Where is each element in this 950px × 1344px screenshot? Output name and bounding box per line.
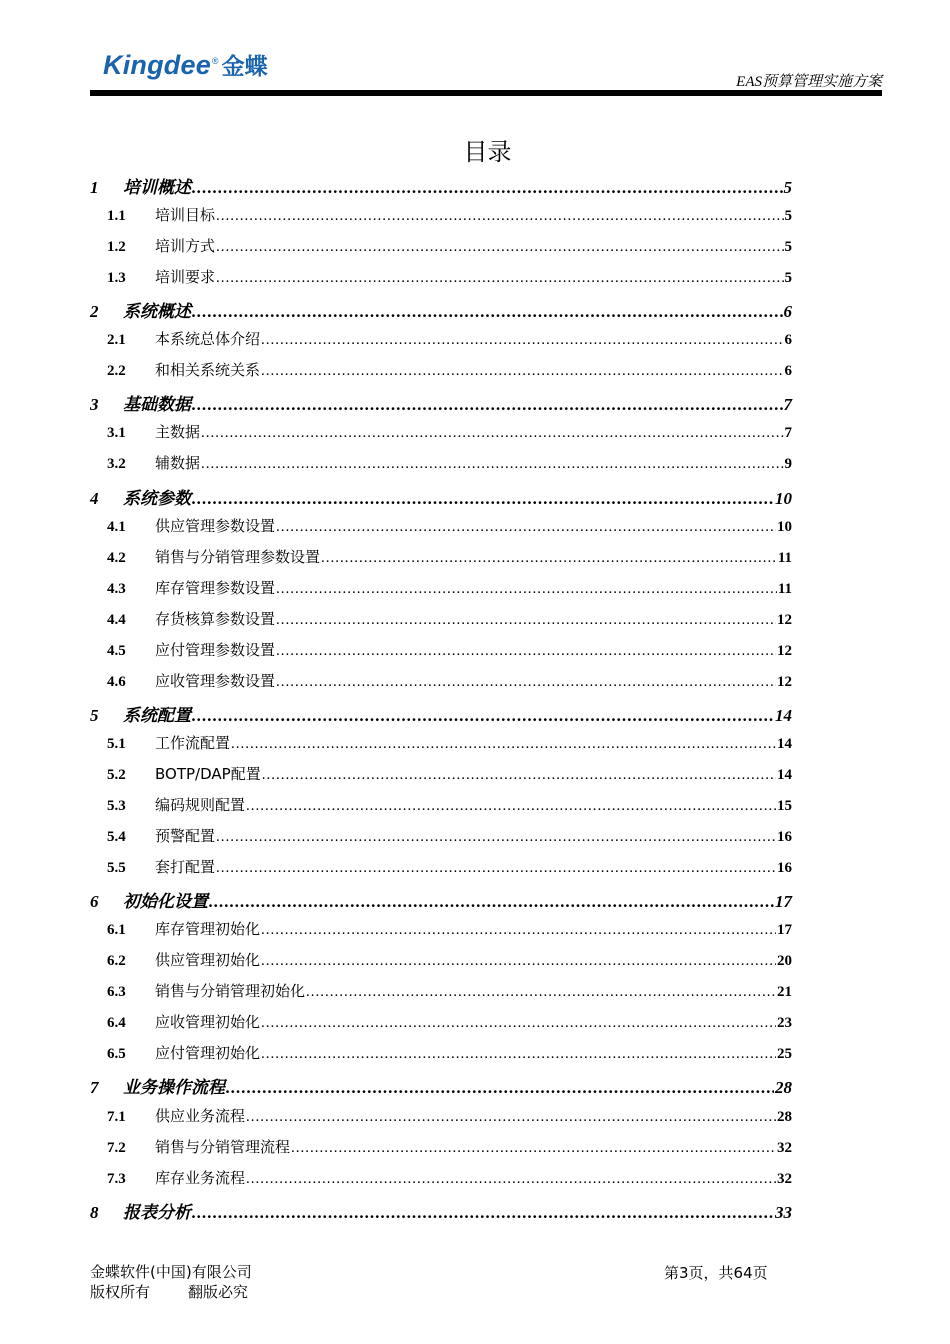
toc-entry-number: 1 (90, 178, 99, 197)
toc-entry-page: 6 (784, 363, 792, 380)
toc-entry-section[interactable] (90, 235, 792, 256)
toc-entry-page: 16 (777, 829, 792, 846)
toc-entry-number: 5.3 (107, 798, 126, 814)
toc-entry-title: 主数据 (155, 423, 201, 442)
toc-entry-title: 报表分析 (123, 1202, 191, 1223)
toc-entry-number: 8 (90, 1202, 99, 1222)
toc-entry-section[interactable] (90, 670, 792, 691)
toc-entry-chapter[interactable] (90, 701, 792, 726)
document-header-title: EAS预算管理实施方案 (736, 74, 882, 90)
toc-entry-page: 23 (777, 1015, 792, 1032)
toc-entry-title: 系统参数 (123, 488, 191, 509)
toc-entry-page: 12 (777, 611, 792, 628)
toc-entry-title: 套打配置 (155, 858, 216, 877)
footer-rights-1: 版权所有 (90, 1283, 151, 1301)
toc-entry-number: 1.1 (107, 208, 126, 225)
toc-entry-section[interactable] (90, 794, 792, 815)
toc-entry-chapter[interactable] (90, 1073, 792, 1098)
toc-entry-number: 7 (90, 1078, 99, 1098)
toc-leader-dots (306, 984, 776, 1001)
toc-entry-title: 培训概述 (123, 178, 191, 198)
toc-entry-title: 业务操作流程 (123, 1078, 225, 1099)
toc-entry-section[interactable] (90, 856, 792, 877)
footer-company-block (90, 1262, 252, 1302)
toc-leader-dots (216, 239, 783, 256)
toc-entry-section[interactable] (90, 1011, 792, 1032)
toc-entry-number: 1.2 (107, 239, 126, 256)
toc-entry-title: 本系统总体介绍 (155, 330, 261, 349)
toc-entry-section[interactable] (90, 918, 792, 939)
toc-entry-title: 应付管理初始化 (155, 1044, 261, 1063)
toc-entry-section[interactable] (90, 949, 792, 970)
toc-entry-title: 存货核算参数设置 (155, 609, 276, 628)
toc-entry-section[interactable] (90, 546, 792, 567)
toc-entry-title: BOTP/DAP配置 (155, 764, 261, 783)
toc-entry-chapter[interactable] (90, 887, 792, 912)
toc-entry-title: 库存管理参数设置 (155, 578, 276, 597)
toc-heading: 目录 (463, 138, 512, 166)
toc-entry-page: 28 (775, 1078, 792, 1098)
toc-leader-dots (276, 674, 776, 691)
toc-leader-dots (291, 1140, 776, 1157)
toc-entry-page: 12 (777, 642, 792, 659)
toc-entry-title: 供应管理参数设置 (155, 516, 276, 535)
toc-leader-dots (261, 1046, 776, 1063)
toc-entry-page: 10 (777, 518, 792, 535)
toc-leader-dots (209, 892, 774, 912)
toc-entry-section[interactable] (90, 825, 792, 846)
toc-entry-chapter[interactable] (90, 173, 792, 198)
toc-entry-number: 6.5 (107, 1046, 126, 1063)
toc-entry-page: 32 (777, 1170, 792, 1187)
toc-entry-page: 6 (784, 332, 792, 349)
toc-entry-title: 应付管理参数设置 (155, 640, 276, 659)
toc-entry-number: 3.2 (107, 456, 126, 473)
toc-leader-dots (216, 829, 776, 846)
toc-entry-page: 11 (777, 549, 792, 566)
toc-entry-title: 系统概述 (123, 302, 191, 323)
toc-entry-page: 5 (784, 208, 792, 225)
toc-entry-number: 6.4 (107, 1015, 126, 1032)
toc-entry-page: 11 (777, 580, 792, 597)
toc-entry-section[interactable] (90, 639, 792, 660)
toc-entry-title: 初始化设置 (123, 892, 208, 913)
toc-entry-section[interactable] (90, 421, 792, 442)
toc-entry-title: 基础数据 (123, 395, 191, 416)
toc-leader-dots (261, 1015, 776, 1032)
toc-leader-dots (276, 643, 776, 660)
toc-entry-page: 20 (777, 953, 792, 970)
toc-entry-page: 17 (775, 892, 792, 912)
footer-rights-2: 翻版必究 (188, 1283, 249, 1301)
logo-registered-mark: ® (211, 56, 219, 66)
toc-leader-dots (321, 550, 777, 567)
toc-leader-dots (226, 1078, 774, 1098)
toc-entry-title: 预警配置 (155, 827, 216, 846)
toc-leader-dots (261, 922, 776, 939)
toc-entry-section[interactable] (90, 763, 792, 784)
toc-entry-page: 15 (777, 798, 792, 814)
toc-entry-title: 应收管理参数设置 (155, 671, 276, 690)
toc-entry-title: 辅数据 (155, 454, 201, 473)
toc-entry-number: 5.2 (107, 766, 126, 783)
toc-leader-dots (246, 798, 776, 815)
toc-entry-page: 33 (775, 1202, 792, 1222)
toc-entry-number: 2.1 (107, 332, 126, 349)
toc-leader-dots (261, 332, 783, 349)
toc-entry-title: 和相关系统关系 (155, 361, 261, 380)
toc-entry-title: 供应管理初始化 (155, 951, 261, 970)
toc-entry-title: 库存业务流程 (155, 1168, 246, 1187)
toc-leader-dots (231, 736, 776, 753)
toc-entry-section[interactable] (90, 1167, 792, 1188)
toc-entry-page: 32 (777, 1139, 792, 1156)
toc-entry-number: 2 (90, 302, 99, 322)
toc-entry-section[interactable] (90, 1042, 792, 1063)
toc-entry-page: 14 (777, 735, 792, 752)
toc-leader-dots (192, 395, 783, 415)
toc-entry-page: 5 (783, 178, 792, 197)
toc-entry-title: 培训要求 (155, 268, 216, 287)
toc-entry-page: 10 (775, 488, 792, 508)
toc-entry-section[interactable] (90, 980, 792, 1001)
toc-leader-dots (216, 208, 783, 225)
toc-leader-dots (201, 456, 783, 473)
toc-entry-number: 2.2 (107, 363, 126, 380)
toc-entry-number: 4.6 (107, 673, 126, 690)
toc-entry-number: 7.1 (107, 1108, 126, 1125)
toc-entry-chapter[interactable] (90, 297, 792, 322)
toc-entry-page: 12 (777, 673, 792, 690)
toc-entry-number: 4 (90, 488, 99, 508)
toc-entry-section[interactable] (90, 515, 792, 536)
toc-leader-dots (192, 1203, 774, 1223)
toc-entry-section[interactable] (90, 1105, 792, 1126)
toc-entry-title: 培训目标 (155, 206, 216, 225)
toc-entry-number: 5.4 (107, 829, 126, 846)
toc-entry-section[interactable] (90, 608, 792, 629)
toc-leader-dots (201, 425, 783, 442)
toc-entry-number: 4.5 (107, 642, 126, 659)
toc-entry-title: 销售与分销管理参数设置 (155, 547, 321, 566)
toc-entry-number: 4.2 (107, 549, 126, 566)
toc-entry-chapter[interactable] (90, 484, 792, 509)
toc-entry-number: 6.1 (107, 922, 126, 939)
toc-leader-dots (192, 178, 783, 198)
toc-leader-dots (261, 953, 776, 970)
toc-leader-dots (192, 706, 774, 726)
toc-entry-title: 工作流配置 (155, 733, 231, 752)
toc-entry-page: 9 (784, 456, 792, 473)
toc-entry-section[interactable] (90, 204, 792, 225)
toc-entry-section[interactable] (90, 266, 792, 287)
toc-leader-dots (246, 1109, 776, 1126)
toc-entry-title: 供应业务流程 (155, 1106, 246, 1125)
toc-leader-dots (276, 612, 776, 629)
toc-entry-number: 4.4 (107, 611, 126, 628)
toc-leader-dots (216, 270, 783, 287)
toc-entry-page: 14 (777, 766, 792, 783)
toc-entry-page: 7 (784, 425, 792, 442)
toc-entry-page: 16 (777, 860, 792, 877)
footer-rights (90, 1282, 252, 1302)
toc-entry-chapter[interactable] (90, 390, 792, 415)
toc-leader-dots (261, 363, 783, 380)
toc-entry-number: 7.3 (107, 1170, 126, 1187)
toc-leader-dots (276, 581, 777, 598)
toc-entry-number: 3 (90, 395, 99, 415)
toc-entry-page: 17 (777, 922, 792, 939)
toc-entry-section[interactable] (90, 577, 792, 598)
toc-entry-number: 6.3 (107, 984, 126, 1001)
toc-entry-number: 5 (90, 705, 99, 725)
toc-entry-number: 1.3 (107, 270, 126, 287)
toc-leader-dots (262, 767, 776, 784)
header-divider (90, 90, 882, 96)
kingdee-logo (103, 48, 268, 81)
toc-entry-number: 3.1 (107, 425, 126, 442)
toc-entry-page: 7 (783, 395, 792, 415)
toc-entry-page: 21 (777, 984, 792, 1001)
toc-entry-number: 5.1 (107, 735, 126, 752)
logo-text-en: Kingdee (103, 50, 211, 80)
toc-entry-section[interactable] (90, 359, 792, 380)
toc-entry-page: 25 (777, 1046, 792, 1063)
toc-entry-title: 库存管理初始化 (155, 920, 261, 939)
toc-entry-page: 6 (783, 302, 792, 322)
toc-entry-number: 4.3 (107, 580, 126, 597)
logo-text-cn: 金蝶 (221, 53, 268, 79)
footer-company: 金蝶软件(中国)有限公司 (90, 1263, 252, 1281)
toc-entry-title: 系统配置 (123, 705, 191, 726)
toc-leader-dots (276, 519, 776, 536)
toc-leader-dots (192, 489, 774, 509)
toc-entry-title: 销售与分销管理流程 (155, 1137, 291, 1156)
footer-page-info: 第3页，共64页 (664, 1264, 768, 1282)
toc-leader-dots (192, 302, 783, 322)
toc-entry-title: 销售与分销管理初始化 (155, 982, 306, 1001)
toc-entry-section[interactable] (90, 452, 792, 473)
toc-entry-page: 14 (775, 705, 792, 725)
toc-entry-number: 4.1 (107, 518, 126, 535)
toc-entry-number: 5.5 (107, 860, 126, 877)
toc-entry-section[interactable] (90, 1136, 792, 1157)
toc-entry-page: 28 (777, 1108, 792, 1125)
toc-entry-page: 5 (784, 239, 792, 256)
toc-entry-section[interactable] (90, 328, 792, 349)
toc-entry-page: 5 (784, 270, 792, 287)
toc-leader-dots (246, 1171, 776, 1188)
toc-entry-chapter[interactable] (90, 1198, 792, 1223)
toc-leader-dots (216, 860, 776, 877)
toc-entry-title: 培训方式 (155, 237, 216, 256)
toc-entry-section[interactable] (90, 732, 792, 753)
toc-entry-number: 6.2 (107, 953, 126, 970)
toc-entry-number: 7.2 (107, 1139, 126, 1156)
toc-entry-title: 应收管理初始化 (155, 1013, 261, 1032)
toc-entry-title: 编码规则配置 (155, 796, 246, 814)
toc-entry-number: 6 (90, 892, 99, 912)
